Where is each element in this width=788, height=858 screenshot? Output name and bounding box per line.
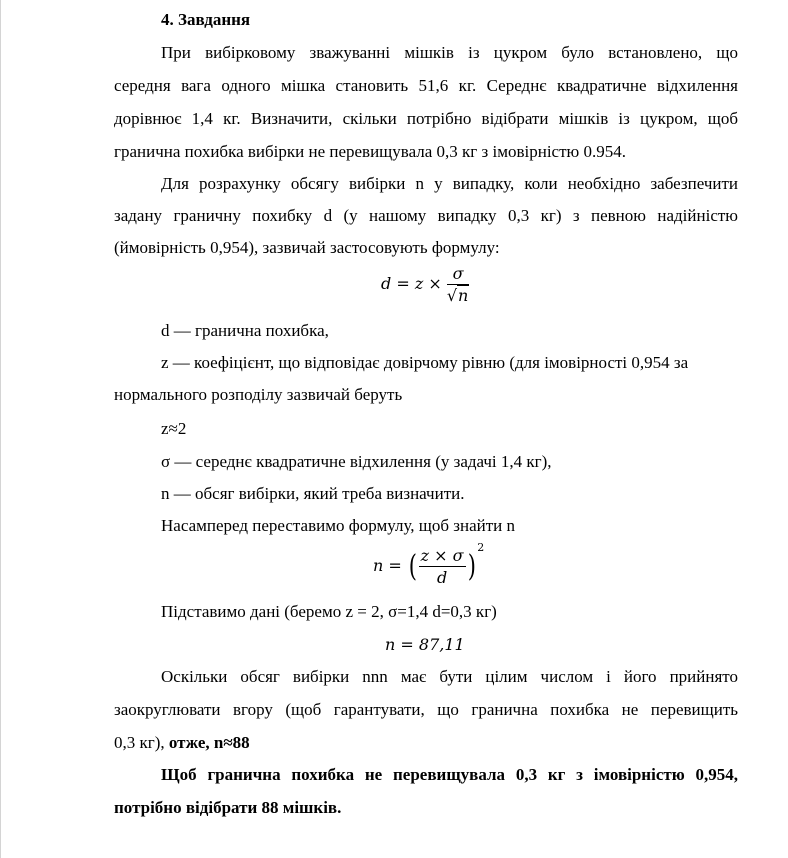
task-line-2: середня вага одного мішка становить 51,6 кг. Середнє квадратичне відхилення [114, 76, 738, 95]
formula2-fraction [419, 546, 466, 587]
formula2-exponent: 2 [477, 540, 485, 554]
intro-line-1: Для розрахунку обсягу вибірки n у випадку, коли необхідно забезпечити [161, 174, 738, 193]
section-heading: 4. Завдання [161, 10, 251, 29]
task-line-3: дорівнює 1,4 кг. Визначити, скільки потрібно відібрати мішків із цукром, щоб [114, 109, 738, 128]
formula1-lhs: d = z × [381, 274, 442, 293]
formula2-lhs: n = [373, 556, 402, 575]
def-d: d — гранична похибка, [161, 321, 329, 340]
conclusion-line-3 [114, 733, 738, 753]
rearrange-text: Насамперед переставимо формулу, щоб знайти n [161, 516, 515, 535]
formula-margin-of-error [381, 264, 469, 305]
sqrt-symbol: √ [446, 286, 458, 305]
conclusion-bold: отже, n≈88 [164, 733, 250, 752]
formula1-numerator: σ [447, 264, 470, 285]
formula2-numerator: z × σ [420, 546, 464, 565]
formula1-fraction [447, 264, 470, 305]
task-line-1: При вибірковому зважуванні мішків із цукром було встановлено, що [161, 43, 738, 62]
answer-line-2: потрібно відібрати 88 мішків. [114, 798, 342, 817]
def-z-line-1: z — коефіцієнт, що відповідає довірчому рівню (для імовірності 0,954 за [161, 353, 689, 372]
task-line-4: гранична похибка вибірки не перевищувала 0,3 кг з імовірністю 0.954. [114, 142, 626, 161]
formula2-right-paren: ) [467, 549, 476, 584]
def-z-value: z≈2 [161, 419, 187, 438]
intro-line-2: задану граничну похибку d (у нашому випадку 0,3 кг) з певною надійністю [114, 206, 738, 225]
conclusion-line-1: Оскільки обсяг вибірки nnn має бути цілим числом і його прийнято [161, 667, 738, 686]
conclusion-line-2: заокруглювати вгору (щоб гарантувати, що гранична похибка не перевищить [114, 700, 738, 719]
def-z-line-2: нормального розподілу зазвичай беруть [114, 385, 403, 404]
result-formula: n = 87,11 [385, 635, 465, 654]
def-n: n — обсяг вибірки, який треба визначити. [161, 484, 465, 503]
formula1-radicand: n [458, 286, 469, 305]
formula1-denominator [447, 285, 470, 305]
intro-line-3: (ймовірність 0,954), зазвичай застосовують формулу: [114, 238, 500, 257]
conclusion-last: 0,3 кг), [114, 733, 165, 752]
answer-line-1: Щоб гранична похибка не перевищувала 0,3 кг з імовірністю 0,954, [161, 765, 738, 784]
def-sigma: σ — середнє квадратичне відхилення (у задачі 1,4 кг), [161, 452, 552, 471]
formula2-denominator: d [436, 568, 448, 587]
formula-sample-size [373, 540, 485, 587]
substitute-text: Підставимо дані (беремо z = 2, σ=1,4 d=0,3 кг) [161, 602, 497, 621]
formula2-left-paren: ( [408, 549, 417, 584]
